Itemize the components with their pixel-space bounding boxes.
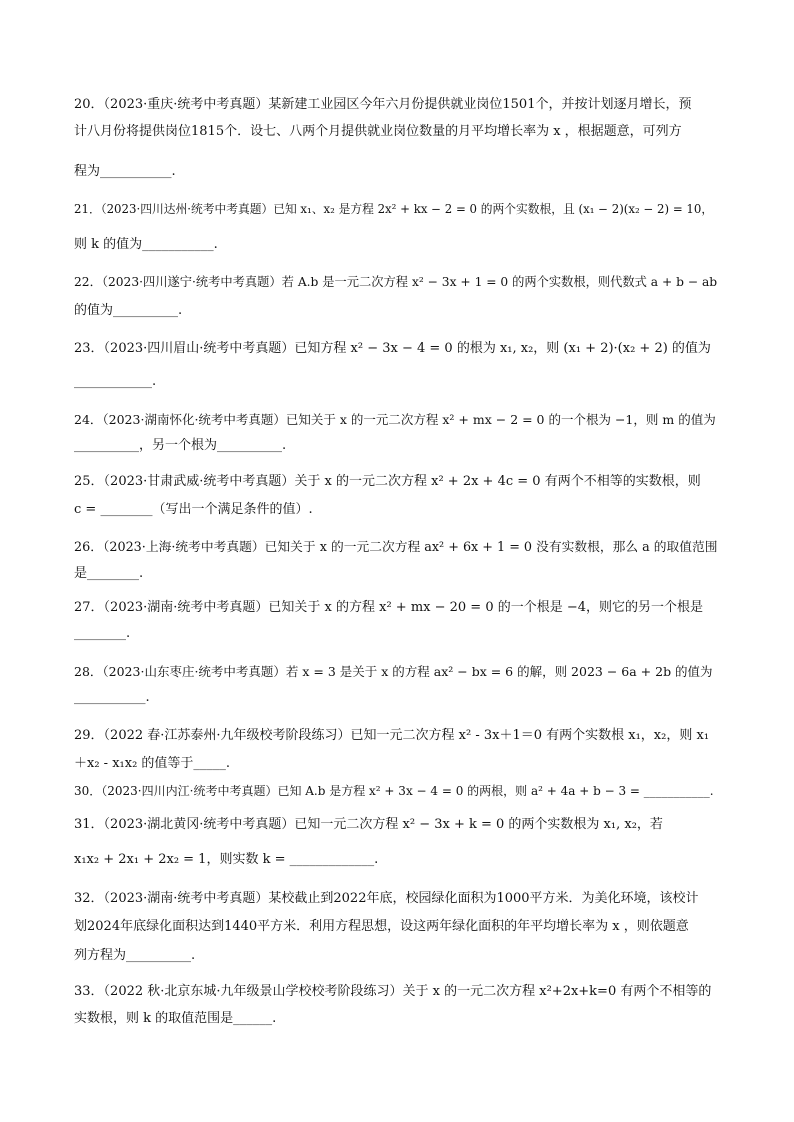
problem-26-line-1: 26．（2023·上海·统考中考真题）已知关于 x 的一元二次方程 ax² + 6x + 1 = 0 没有实数根，那么 a 的取值范围 [74,540,718,555]
problem-31-line-2: x₁x₂ + 2x₁ + 2x₂ = 1，则实数 k = _____________. [74,852,379,867]
problem-20-line-3: 程为___________. [74,164,176,179]
problem-27-line-1: 27．（2023·湖南·统考中考真题）已知关于 x 的方程 x² + mx − 20 = 0 的一个根是 −4，则它的另一个根是 [74,600,704,615]
problem-24-line-2: __________，另一个根为__________. [74,438,287,453]
problem-28-line-2: ___________. [74,690,150,705]
problem-29-line-2: ＋x₂ - x₁x₂ 的值等于_____. [74,756,231,771]
problem-21-line-1: 21．（2023·四川达州·统考中考真题）已知 x₁、x₂ 是方程 2x² + kx − 2 = 0 的两个实数根，且 (x₁ − 2)(x₂ − 2) = 10， [74,202,714,216]
problem-21-line-2: 则 k 的值为___________. [74,237,218,252]
problem-22-line-2: 的值为__________. [74,303,183,318]
problem-32-line-3: 列方程为__________. [74,948,196,963]
problem-32-line-1: 32．（2023·湖南·统考中考真题）某校截止到2022年底，校园绿化面积为1000平方米．为美化环境，该校计 [74,891,699,906]
problem-23-line-1: 23．（2023·四川眉山·统考中考真题）已知方程 x² − 3x − 4 = 0 的根为 x₁, x₂，则 (x₁ + 2)·(x₂ + 2) 的值为 [74,341,711,356]
problem-25-line-1: 25．（2023·甘肃武威·统考中考真题）关于 x 的一元二次方程 x² + 2x + 4c = 0 有两个不相等的实数根，则 [74,474,701,489]
problem-30-line-1: 30．（2023·四川内江·统考中考真题）已知 A.b 是方程 x² + 3x − 4 = 0 的两根，则 a² + 4a + b − 3 = ___________. [74,784,714,798]
problem-28-line-1: 28．（2023·山东枣庄·统考中考真题）若 x = 3 是关于 x 的方程 ax² − bx = 6 的解，则 2023 − 6a + 2b 的值为 [74,664,713,679]
problem-32-line-2: 划2024年底绿化面积达到1440平方米．利用方程思想，设这两年绿化面积的年平均增长率为 x ，则依题意 [74,919,689,934]
problem-29-line-1: 29．（2022 春·江苏泰州·九年级校考阶段练习）已知一元二次方程 x² - 3x＋1＝0 有两个实数根 x₁，x₂，则 x₁ [74,728,710,743]
problem-26-line-2: 是________. [74,566,144,581]
problem-27-line-2: ________. [74,626,131,641]
problem-20-line-2: 计八月份将提供岗位1815个．设七、八两个月提供就业岗位数量的月平均增长率为 x ，根据题意，可列方 [74,124,682,139]
problem-20-line-1: 20．（2023·重庆·统考中考真题）某新建工业园区今年六月份提供就业岗位1501个，并按计划逐月增长，预 [74,97,692,112]
problem-25-line-2: c = ________（写出一个满足条件的值）. [74,502,313,517]
problem-22-line-1: 22．（2023·四川遂宁·统考中考真题）若 A.b 是一元二次方程 x² − 3x + 1 = 0 的两个实数根，则代数式 a + b − ab [74,275,718,289]
problem-31-line-1: 31．（2023·湖北黄冈·统考中考真题）已知一元二次方程 x² − 3x + k = 0 的两个实数根为 x₁, x₂，若 [74,817,663,832]
problem-23-line-2: ____________. [74,374,157,389]
problem-24-line-1: 24．（2023·湖南怀化·统考中考真题）已知关于 x 的一元二次方程 x² + mx − 2 = 0 的一个根为 −1，则 m 的值为 [74,412,716,427]
problem-33-line-1: 33．（2022 秋·北京东城·九年级景山学校校考阶段练习）关于 x 的一元二次方程 x²+2x+k=0 有两个不相等的 [74,984,712,999]
problem-33-line-2: 实数根，则 k 的取值范围是______. [74,1011,277,1026]
